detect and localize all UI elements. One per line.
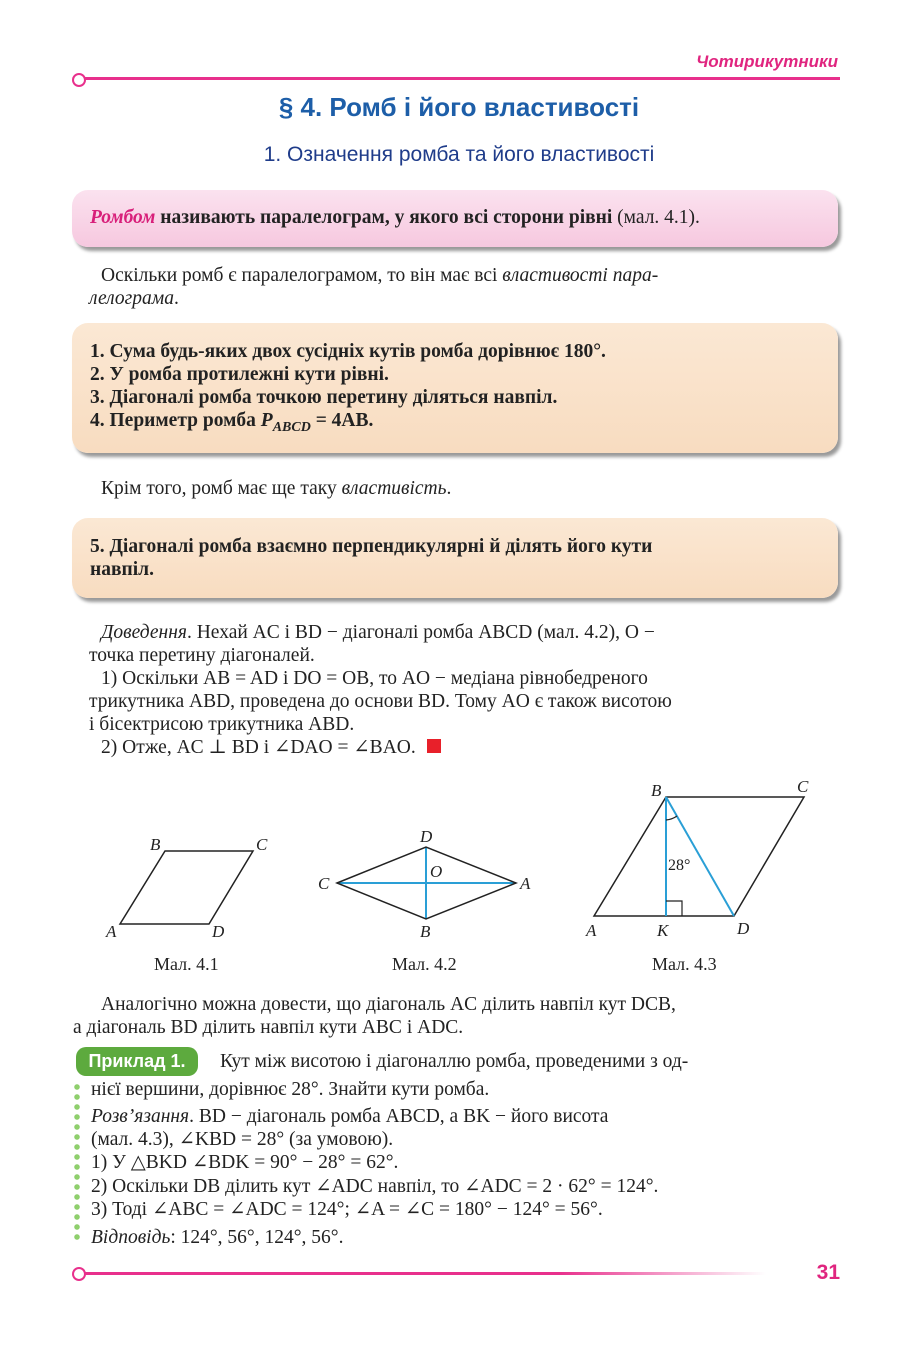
subsection-title: 1. Означення ромба та його властивості [263,143,655,166]
fig1-label-c: C [256,835,268,854]
fig3-angle-arc [666,816,677,820]
solution-word: Розв’язання [91,1106,190,1127]
example-dotted-margin [74,1082,80,1242]
fig2-label-b: B [420,922,431,941]
fig3-label-a: A [586,921,597,940]
fig3-label-b: B [651,781,662,800]
definition-box [72,190,838,247]
property-4-suffix: = 4AB. [310,410,374,431]
answer-line [91,1226,829,1249]
solution-line2: (мал. 4.3), ∠KBD = 28° (за умовою). [91,1129,394,1150]
proof-end-square-icon [427,739,441,753]
property-4-p: P [260,410,273,431]
also-paragraph [101,477,839,500]
fig1-label-b: B [150,835,161,854]
fig3-caption: Мал. 4.3 [652,954,717,974]
intro-paragraph [101,264,839,287]
definition-term: Ромбом [90,207,156,228]
properties-box [72,323,838,453]
example-badge: Приклад 1. [76,1047,198,1076]
solution-line1 [91,1105,829,1128]
fig2-label-d: D [420,827,433,846]
proof-line4: трикутника ABD, проведена до основи BD. Тому AO є також висотою [89,691,672,712]
property-5-line2: навпіл. [90,559,154,580]
property-2: 2. У ромба протилежні кути рівні. [90,364,389,385]
intro-text: Оскільки ромб є паралелограмом, то він має всі [101,265,503,286]
example-line2: нієї вершини, дорівнює 28°. Знайти кути ромба. [91,1079,490,1100]
property-3: 3. Діагоналі ромба точкою перетину діляться навпіл. [90,387,558,408]
property5-box [72,518,838,598]
also-end: . [446,478,452,499]
fig3-label-c: C [797,777,809,796]
page-number: 31 [816,1261,840,1284]
answer-word: Відповідь [91,1227,171,1248]
fig3-label-d: D [737,919,750,938]
solution-text1: . BD − діагональ ромба ABCD, а BK − його висота [189,1106,609,1127]
fig1-label-a: A [106,922,117,941]
solution-line3: 1) У △BKD ∠BDK = 90° − 28° = 62°. [91,1152,399,1173]
fig2-caption: Мал. 4.2 [392,954,457,974]
header-rule-ring [72,73,86,87]
footer-rule [76,1272,766,1275]
proof-line6 [101,736,839,759]
proof-line1 [101,621,839,644]
fig3-angle-label: 28° [668,857,691,874]
also-italic: властивість [341,478,447,499]
proof-line2: точка перетину діагоналей. [89,645,315,666]
definition-ref: (мал. 4.1). [612,207,700,228]
also-text: Крім того, ромб має ще таку [101,478,342,499]
property-4-prefix: 4. Периметр ромба [90,410,261,431]
fig3-right-angle-mark [666,901,682,916]
definition-text: називають паралелограм, у якого всі сторони рівні [155,207,613,228]
intro-italic-2: лелограма [89,288,174,309]
intro-italic: властивості пара- [502,265,659,286]
intro-paragraph-line2 [89,287,827,310]
property-4 [90,409,820,439]
fig2-label-c: C [318,874,330,893]
fig1-caption: Мал. 4.1 [154,954,219,974]
section-title: § 4. Ромб і його властивості [278,92,640,122]
proof-line3: 1) Оскільки AB = AD і DO = OB, то AO − медіана рівнобедреного [101,668,648,689]
property-5-line1: 5. Діагоналі ромба взаємно перпендикулярні й ділять його кути [90,536,653,557]
property-4-sub: ABCD [272,419,311,435]
fig1-label-d: D [212,922,225,941]
chapter-label: Чотирикутники [696,52,838,71]
property-1: 1. Сума будь-яких двох сусідніх кутів ромба дорівнює 180°. [90,341,606,362]
answer-text: : 124°, 56°, 124°, 56°. [170,1227,344,1248]
proof-text6: 2) Отже, AC ⊥ BD і ∠DAO = ∠BAO. [101,737,416,758]
solution-line4: 2) Оскільки DB ділить кут ∠ADC навпіл, то ∠ADC = 2 · 62° = 124°. [91,1176,659,1197]
proof-word: Доведення [101,622,187,643]
analog-line2: а діагональ BD ділить навпіл кути ABC і ADC. [73,1017,464,1038]
fig3-label-k: K [657,921,669,940]
header-rule [76,77,840,80]
proof-line5: і бісектрисою трикутника ABD. [89,714,355,735]
figures [0,770,918,980]
fig2-label-o: O [430,862,443,881]
footer-rule-ring [72,1267,86,1281]
fig2-label-a: A [520,874,531,893]
rhombus-fig-4-1 [120,851,253,924]
intro-end: . [173,288,179,309]
example-line1: Кут між висотою і діагоналлю ромба, проведеними з од- [220,1051,689,1072]
analog-line1: Аналогічно можна довести, що діагональ AC ділить навпіл кут DCB, [101,994,676,1015]
proof-text1: . Нехай AC і BD − діагоналі ромба ABCD (мал. 4.2), O − [186,622,655,643]
solution-line5: 3) Тоді ∠ABC = ∠ADC = 124°; ∠A = ∠C = 180° − 124° = 56°. [91,1199,603,1220]
